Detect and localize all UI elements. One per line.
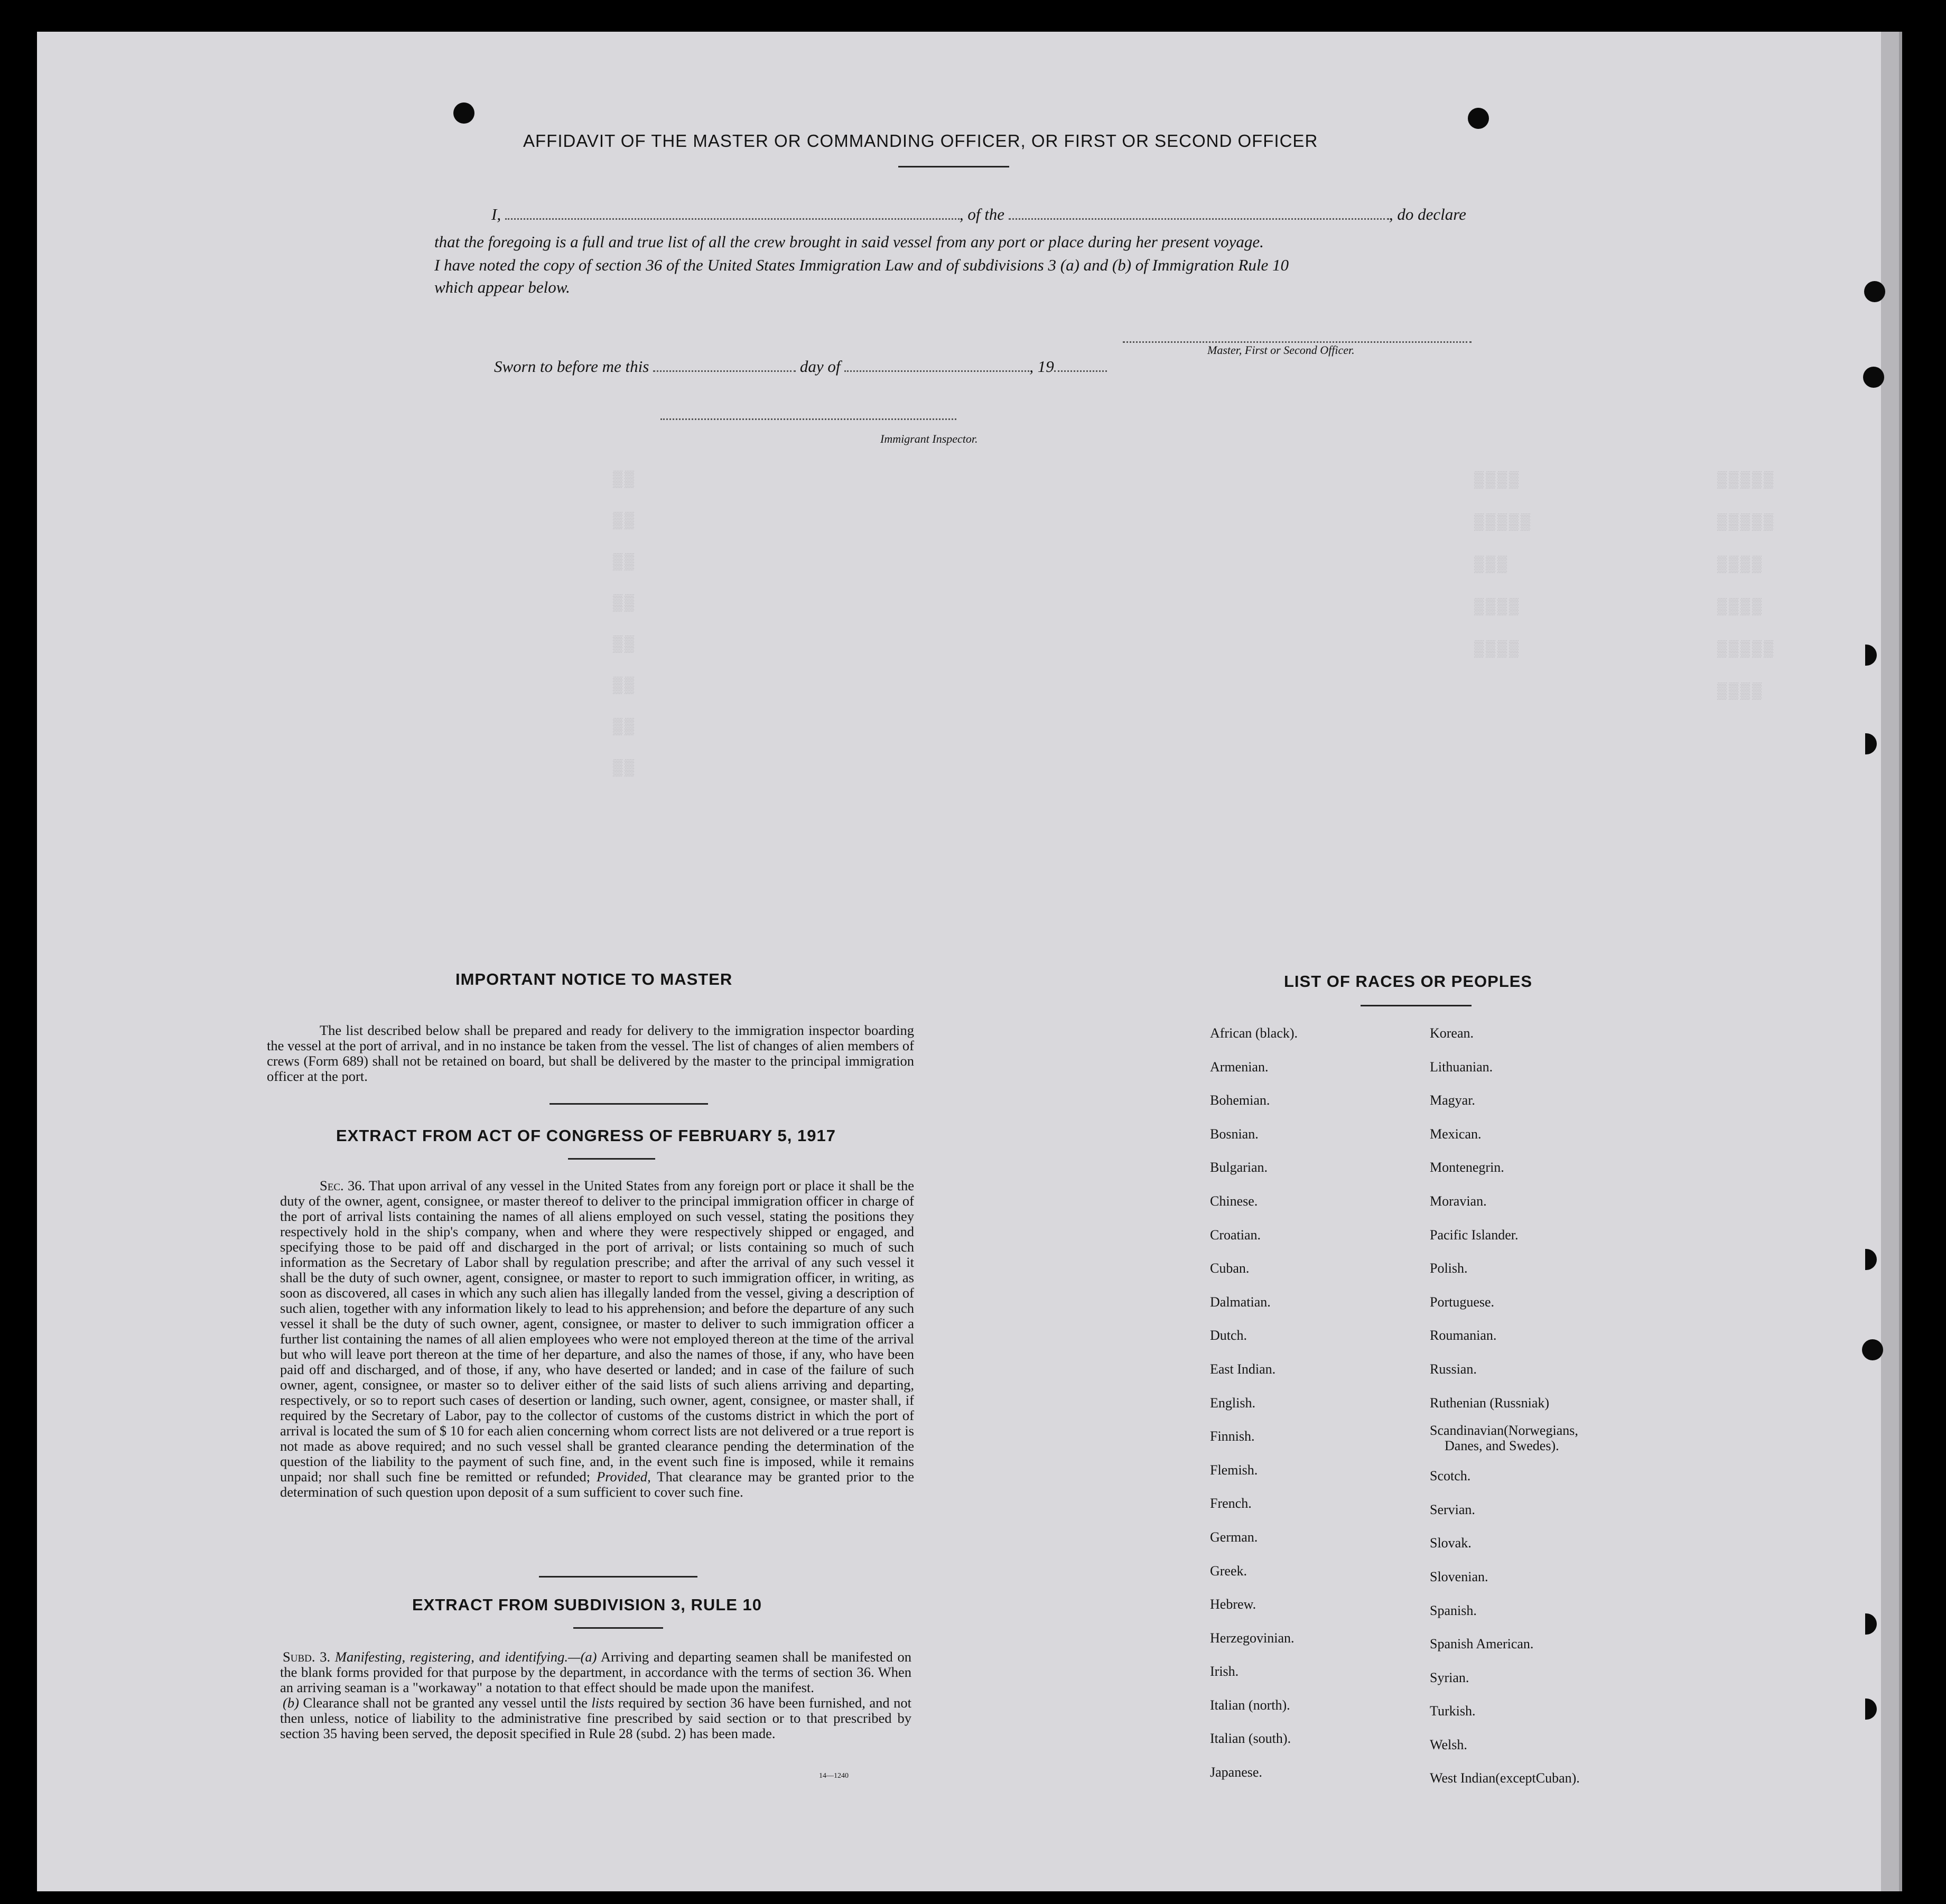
race-item: German. xyxy=(1210,1529,1258,1545)
race-item: Bulgarian. xyxy=(1210,1160,1268,1175)
bleed-through-text: ▒▒ ▒▒ ▒▒ ▒▒ ▒▒ ▒▒ ▒▒ ▒▒ xyxy=(613,471,637,778)
declarant-label: I, xyxy=(491,205,501,223)
race-item: Korean. xyxy=(1430,1025,1474,1041)
sworn-month-field[interactable] xyxy=(844,359,1029,372)
race-item: Greek. xyxy=(1210,1563,1247,1579)
declaration-line-2: that the foregoing is a full and true list of all the crew brought in said vessel from any port or place during her present voyage. xyxy=(434,232,1264,251)
inspector-signature-field[interactable] xyxy=(660,407,956,420)
act-divider xyxy=(568,1158,655,1160)
race-item: Italian (north). xyxy=(1210,1697,1290,1713)
race-item: Roumanian. xyxy=(1430,1328,1497,1343)
declaration-line-4: which appear below. xyxy=(434,278,570,296)
rule-title: EXTRACT FROM SUBDIVISION 3, RULE 10 xyxy=(412,1595,762,1614)
notice-text: The list described below shall be prepared and ready for delivery to the immigration inspector boarding the vessel at the port of arrival, and in no instance be taken from the vessel. The list of changes of alien members of crews (Form 689) shall not be retained on board, but shall be delivered by the master to the principal immigration officer at the port. xyxy=(267,1022,914,1084)
race-item: Magyar. xyxy=(1430,1093,1475,1108)
section-36-text: That upon arrival of any vessel in the United States from any foreign port or place it shall be the duty of the owner, agent, consignee, or master thereof to deliver to the principal immigration officer in charge of the port of arrival lists containing the names of all aliens employed on such vessel, stating the positions they respectively hold in the ship's company, when and where they were respectively shipped or engaged, and specifying those to be paid off and discharged in the port of arrival; or lists containing so much of such information as the Secretary of Labor shall by regulation prescribe; and after the arrival of any such vessel it shall be the duty of such owner, agent, consignee, or master to report to such immigration officer, in writing, as soon as discovered, all cases in which any such alien has illegally landed from the vessel, giving a description of such alien, together with any information likely to lead to his apprehension; and before the departure of any such vessel it shall be the duty of such owner, agent, consignee, or master to deliver to such immigration officer a further list containing the names of all alien employees who were not employed thereon at the time of the arrival but who will leave port thereon at the time of her departure, and also the names of those, if any, who have been paid off and discharged, and of those, if any, who have deserted or landed; and in case of the failure of such owner, agent, consignee, or master so to deliver either of the said lists of such aliens arriving and departing, respectively, or so to report such cases of desertion or landing, such owner, agent, consignee, or master shall, if required by the Secretary of Labor, pay to the collector of customs of the customs district in which the port of arrival is located the sum of $ 10 for each alien concerning whom correct lists are not delivered or a true report is not made as above required; and no such vessel shall be granted clearance pending the determination of the question of the liability to the payment of such fine, and, in the event such fine is imposed, while it remains unpaid; nor shall such fine be remitted or refunded; xyxy=(280,1178,914,1485)
race-item xyxy=(1430,1420,1580,1459)
subdivision-heading: Manifesting, registering, and identifying.—(a) xyxy=(334,1649,597,1665)
master-signature-field[interactable] xyxy=(1123,330,1472,343)
signature-caption: Master, First or Second Officer. xyxy=(1207,343,1355,357)
subdivision-label: Subd. 3. xyxy=(283,1649,331,1665)
declarant-name-field[interactable] xyxy=(505,207,960,220)
race-item: Slovak. xyxy=(1430,1535,1472,1551)
races-divider xyxy=(1361,1005,1472,1006)
notice-title: IMPORTANT NOTICE TO MASTER xyxy=(455,970,733,988)
race-item: Dutch. xyxy=(1210,1328,1247,1343)
races-right-column xyxy=(1430,1016,1580,1795)
sworn-label: Sworn to before me this xyxy=(494,357,649,376)
race-item: Herzegovinian. xyxy=(1210,1630,1295,1646)
race-item: Bohemian. xyxy=(1210,1093,1270,1108)
race-item: Armenian. xyxy=(1210,1059,1269,1075)
sworn-day-field[interactable] xyxy=(653,359,796,372)
subdivision-b-label: (b) xyxy=(283,1695,299,1711)
race-item: Irish. xyxy=(1210,1664,1239,1679)
race-item: Polish. xyxy=(1430,1261,1468,1276)
punch-hole xyxy=(1863,367,1884,388)
vessel-label: , of the xyxy=(959,205,1005,223)
race-item: Bosnian. xyxy=(1210,1126,1259,1142)
race-item: Mexican. xyxy=(1430,1126,1482,1142)
race-item-line: Scandinavian(Norwegians, xyxy=(1430,1423,1578,1439)
document-page xyxy=(37,32,1902,1891)
race-item: Spanish American. xyxy=(1430,1636,1534,1652)
bleed-through-text: ▒▒▒▒▒ ▒▒▒▒▒ ▒▒▒▒ ▒▒▒▒ ▒▒▒▒▒ ▒▒▒▒ xyxy=(1717,472,1776,701)
title-divider xyxy=(898,166,1009,167)
race-item: Scotch. xyxy=(1430,1468,1471,1484)
race-item: Dalmatian. xyxy=(1210,1294,1271,1310)
race-item: Welsh. xyxy=(1430,1737,1467,1752)
race-item: Pacific Islander. xyxy=(1430,1227,1519,1243)
race-item: French. xyxy=(1210,1496,1252,1511)
act-title: EXTRACT FROM ACT OF CONGRESS OF FEBRUARY 5, 1917 xyxy=(336,1126,836,1145)
declaration-line-3: I have noted the copy of section 36 of the United States Immigration Law and of subdivisions 3 (a) and (b) of Immigration Rule 10 xyxy=(434,256,1289,274)
act-end-divider xyxy=(539,1576,697,1578)
race-item: Croatian. xyxy=(1210,1227,1261,1243)
punch-hole xyxy=(1468,108,1489,129)
vessel-name-field[interactable] xyxy=(1009,207,1389,220)
race-item: Ruthenian (Russniak) xyxy=(1430,1395,1550,1411)
race-item: Moravian. xyxy=(1430,1193,1487,1209)
section-label: Sec. 36. xyxy=(320,1178,366,1193)
lists-word: lists xyxy=(591,1695,614,1711)
race-item: East Indian. xyxy=(1210,1361,1276,1377)
race-item-line: Danes, and Swedes). xyxy=(1445,1438,1559,1454)
race-item: Hebrew. xyxy=(1210,1597,1256,1612)
sworn-line xyxy=(494,357,1107,376)
punch-hole xyxy=(1862,1339,1883,1360)
race-item: Spanish. xyxy=(1430,1602,1477,1618)
race-item: Chinese. xyxy=(1210,1193,1258,1209)
race-item: Lithuanian. xyxy=(1430,1059,1493,1075)
race-item: Cuban. xyxy=(1210,1261,1250,1276)
race-item: Italian (south). xyxy=(1210,1731,1291,1747)
year-label: , 19 xyxy=(1029,357,1054,376)
sworn-year-field[interactable] xyxy=(1054,359,1107,372)
subdivision-a-text: Arriving and departing seamen shall be manifested on the blank forms provided for that purpose by the department, in accordance with the terms of section 36. When an arriving seaman is a "workaway" a notation to that effect should be made upon the manifest. xyxy=(280,1649,912,1695)
provided-label: Provided, xyxy=(597,1469,651,1485)
race-item: Japanese. xyxy=(1210,1765,1262,1780)
race-item: African (black). xyxy=(1210,1025,1298,1041)
subdivision-b-text-2: required by section 36 have been furnished, and not then unless, notice of liability to the administrative fine prescribed by said section or to that prescribed by section 35 having been served, the deposit specified in Rule 28 (subd. 2) has been made. xyxy=(280,1695,912,1741)
punch-hole xyxy=(453,102,474,124)
bleed-through-text: ▒▒▒▒ ▒▒▒▒▒ ▒▒▒ ▒▒▒▒ ▒▒▒▒ xyxy=(1474,472,1533,659)
race-item: Russian. xyxy=(1430,1361,1477,1377)
rule-text xyxy=(280,1649,911,1741)
page-edge xyxy=(1881,32,1899,1891)
act-text xyxy=(280,1178,914,1500)
notice-divider xyxy=(550,1103,708,1105)
race-item: Portuguese. xyxy=(1430,1294,1495,1310)
races-title: LIST OF RACES OR PEOPLES xyxy=(1284,972,1533,991)
race-item: Turkish. xyxy=(1430,1703,1476,1719)
race-item: Syrian. xyxy=(1430,1669,1469,1685)
subdivision-b-text-1: Clearance shall not be granted any vessel until the xyxy=(303,1695,588,1711)
punch-hole xyxy=(1864,281,1885,302)
race-item: Slovenian. xyxy=(1430,1569,1488,1584)
affidavit-title: AFFIDAVIT OF THE MASTER OR COMMANDING OFFICER, OR FIRST OR SECOND OFFICER xyxy=(523,131,1318,151)
inspector-caption: Immigrant Inspector. xyxy=(880,432,978,445)
provided-text: That clearance may be granted prior to the determination of such question upon deposit of a sum sufficient to cover such fine. xyxy=(280,1469,915,1500)
race-item: Flemish. xyxy=(1210,1462,1258,1478)
declare-label: , do declare xyxy=(1389,205,1466,223)
races-left-column xyxy=(1210,1016,1298,1789)
rule-divider xyxy=(573,1627,663,1629)
form-number: 14—1240 xyxy=(819,1772,849,1780)
declaration-line-1 xyxy=(491,205,1466,224)
race-item: Montenegrin. xyxy=(1430,1160,1504,1175)
race-item: West Indian(exceptCuban). xyxy=(1430,1770,1580,1786)
race-item: Finnish. xyxy=(1210,1429,1255,1444)
day-of-label: day of xyxy=(799,357,841,376)
race-item: English. xyxy=(1210,1395,1255,1411)
race-item: Servian. xyxy=(1430,1501,1475,1517)
